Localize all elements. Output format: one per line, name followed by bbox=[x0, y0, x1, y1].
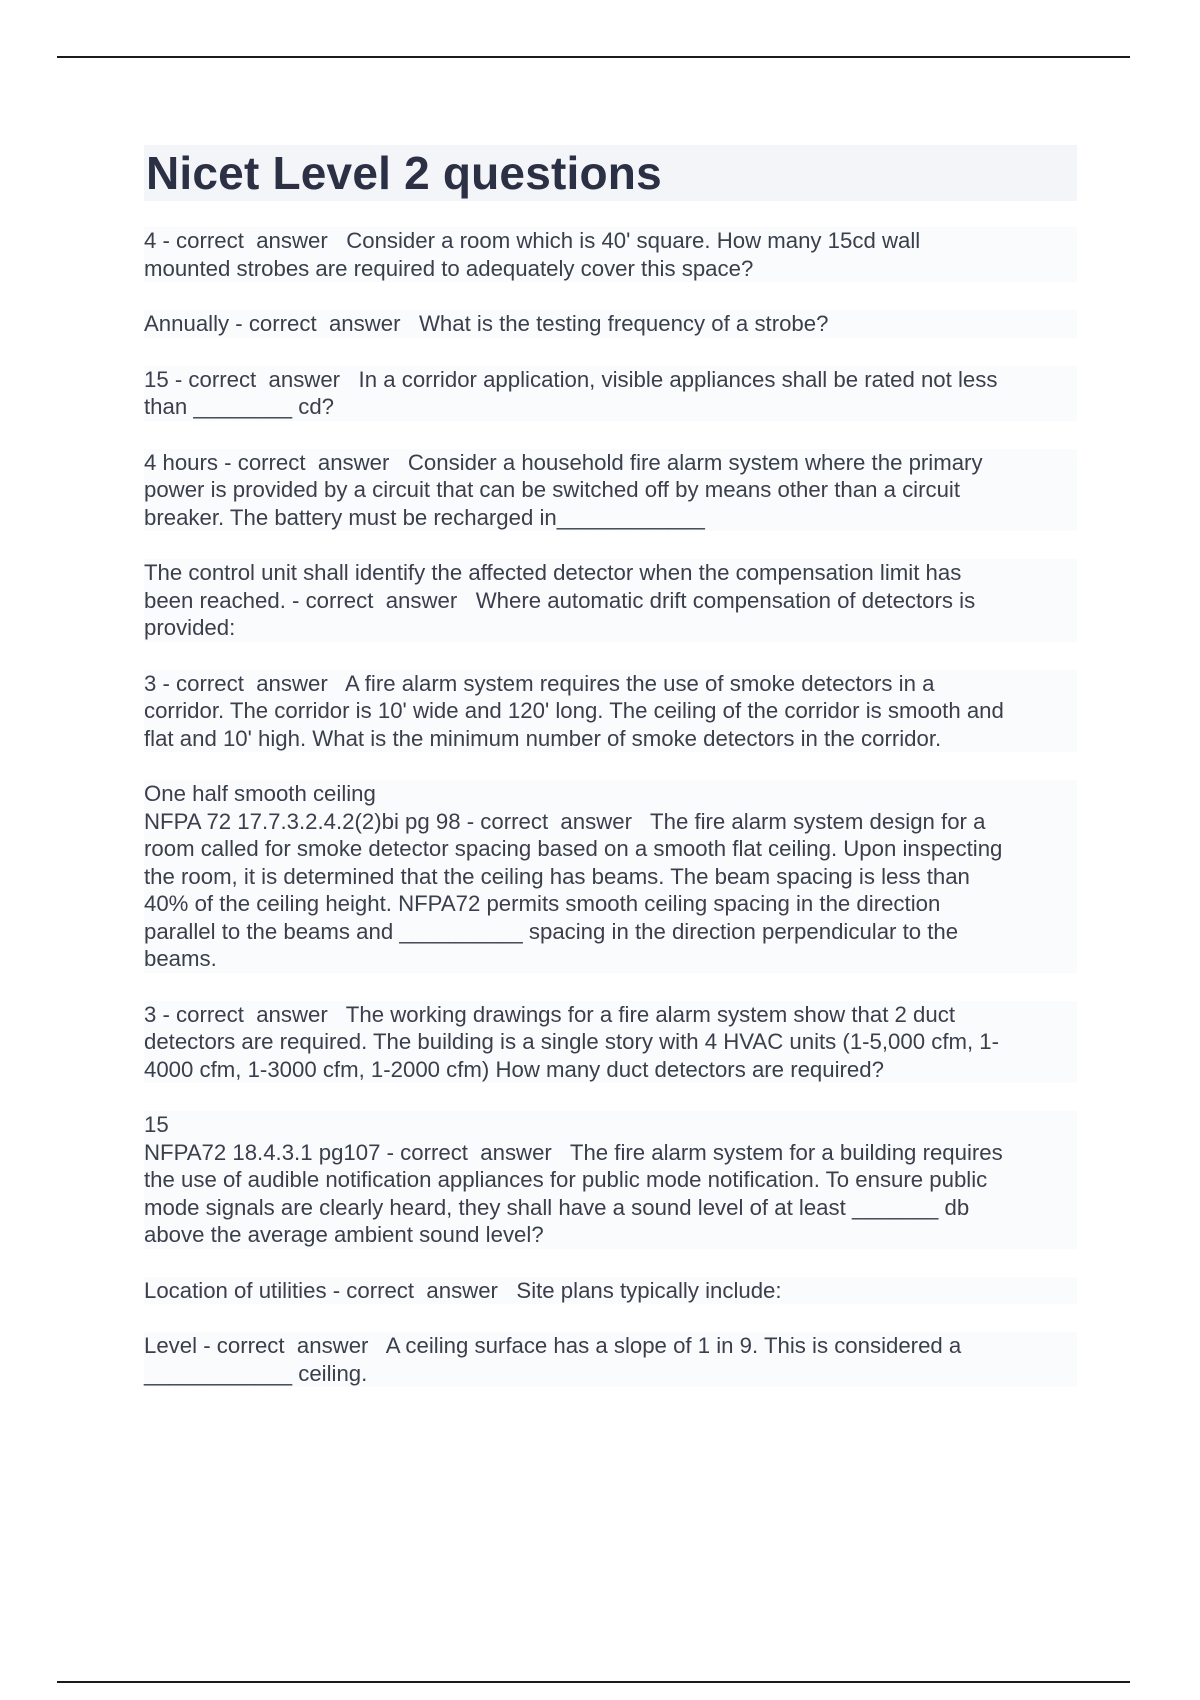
bottom-rule bbox=[57, 1681, 1130, 1683]
qa-line: detectors are required. The building is a single story with 4 HVAC units (1-5,000 cfm, 1- bbox=[144, 1028, 1077, 1056]
qa-line: parallel to the beams and __________ spacing in the direction perpendicular to the bbox=[144, 918, 1077, 946]
qa-item bbox=[144, 1001, 1077, 1084]
qa-line: 4 - correct answer Consider a room which is 40' square. How many 15cd wall bbox=[144, 227, 1077, 255]
qa-item bbox=[144, 1277, 1077, 1305]
qa-line: Location of utilities - correct answer Site plans typically include: bbox=[144, 1277, 1077, 1305]
qa-list bbox=[144, 227, 1077, 1387]
qa-item bbox=[144, 227, 1077, 282]
qa-line: Annually - correct answer What is the testing frequency of a strobe? bbox=[144, 310, 1077, 338]
qa-item bbox=[144, 670, 1077, 753]
qa-item bbox=[144, 1332, 1077, 1387]
qa-line: NFPA72 18.4.3.1 pg107 - correct answer The fire alarm system for a building requires bbox=[144, 1139, 1077, 1167]
qa-line: Level - correct answer A ceiling surface has a slope of 1 in 9. This is considered a bbox=[144, 1332, 1077, 1360]
qa-line: 3 - correct answer A fire alarm system requires the use of smoke detectors in a bbox=[144, 670, 1077, 698]
qa-line: breaker. The battery must be recharged in____________ bbox=[144, 504, 1077, 532]
qa-line: above the average ambient sound level? bbox=[144, 1221, 1077, 1249]
qa-line: 40% of the ceiling height. NFPA72 permits smooth ceiling spacing in the direction bbox=[144, 890, 1077, 918]
qa-line: provided: bbox=[144, 614, 1077, 642]
document-body bbox=[144, 145, 1077, 1415]
qa-line: NFPA 72 17.7.3.2.4.2(2)bi pg 98 - correct answer The fire alarm system design for a bbox=[144, 808, 1077, 836]
qa-line: mode signals are clearly heard, they shall have a sound level of at least _______ db bbox=[144, 1194, 1077, 1222]
qa-item bbox=[144, 366, 1077, 421]
qa-line: 4000 cfm, 1-3000 cfm, 1-2000 cfm) How many duct detectors are required? bbox=[144, 1056, 1077, 1084]
qa-line: 3 - correct answer The working drawings for a fire alarm system show that 2 duct bbox=[144, 1001, 1077, 1029]
qa-line: the room, it is determined that the ceiling has beams. The beam spacing is less than bbox=[144, 863, 1077, 891]
qa-line: The control unit shall identify the affected detector when the compensation limit has bbox=[144, 559, 1077, 587]
top-rule bbox=[57, 56, 1130, 58]
qa-line: room called for smoke detector spacing based on a smooth flat ceiling. Upon inspecting bbox=[144, 835, 1077, 863]
qa-line: power is provided by a circuit that can be switched off by means other than a circuit bbox=[144, 476, 1077, 504]
qa-line: corridor. The corridor is 10' wide and 120' long. The ceiling of the corridor is smooth and bbox=[144, 697, 1077, 725]
qa-line: than ________ cd? bbox=[144, 393, 1077, 421]
qa-line: One half smooth ceiling bbox=[144, 780, 1077, 808]
qa-line: ____________ ceiling. bbox=[144, 1360, 1077, 1388]
qa-line: 15 bbox=[144, 1111, 1077, 1139]
qa-item bbox=[144, 310, 1077, 338]
qa-line: mounted strobes are required to adequately cover this space? bbox=[144, 255, 1077, 283]
qa-item bbox=[144, 449, 1077, 532]
qa-line: beams. bbox=[144, 945, 1077, 973]
qa-item bbox=[144, 780, 1077, 973]
document-title: Nicet Level 2 questions bbox=[144, 145, 1077, 201]
qa-line: flat and 10' high. What is the minimum number of smoke detectors in the corridor. bbox=[144, 725, 1077, 753]
qa-item bbox=[144, 1111, 1077, 1249]
qa-line: 4 hours - correct answer Consider a household fire alarm system where the primary bbox=[144, 449, 1077, 477]
qa-line: the use of audible notification appliances for public mode notification. To ensure public bbox=[144, 1166, 1077, 1194]
qa-item bbox=[144, 559, 1077, 642]
qa-line: 15 - correct answer In a corridor application, visible appliances shall be rated not less bbox=[144, 366, 1077, 394]
qa-line: been reached. - correct answer Where automatic drift compensation of detectors is bbox=[144, 587, 1077, 615]
